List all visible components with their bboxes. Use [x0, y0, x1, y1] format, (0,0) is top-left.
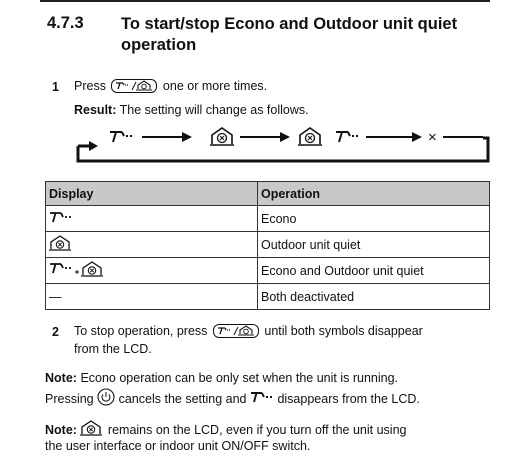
table-row: [46, 258, 490, 284]
note-1-mid: cancels the setting and: [118, 392, 247, 406]
outdoor-unit-quiet-icon-2: [298, 128, 322, 145]
note-1-line-2: [45, 388, 490, 408]
step-1-line: [74, 78, 267, 95]
display-operation-table: [45, 181, 490, 310]
section-number: 4.7.3: [47, 14, 84, 32]
result-line: [74, 102, 309, 119]
econo-icon: [49, 210, 73, 224]
operation-cell: Econo and Outdoor unit quiet: [258, 258, 490, 284]
return-loop-line: [78, 138, 488, 161]
power-button-icon: [97, 388, 115, 406]
result-text: The setting will change as follows.: [119, 103, 309, 117]
note-2-line-2: the user interface or indoor unit ON/OFF switch.: [45, 439, 311, 453]
result-label: Result:: [74, 103, 117, 117]
econo-icon: [110, 132, 132, 142]
section-title: To start/stop Econo and Outdoor unit quiet operation: [121, 15, 458, 54]
operation-cell: Econo: [258, 206, 490, 232]
cancel-symbol: ×: [428, 129, 437, 146]
outdoor-unit-quiet-icon: [49, 235, 73, 251]
arrow-3-head: [412, 132, 422, 142]
econo-icon: [250, 391, 274, 404]
step-1-press-text: Press: [74, 79, 106, 93]
step-2-number: 2: [52, 325, 59, 339]
display-cell-dash: —: [46, 284, 258, 310]
note-2-label: Note:: [45, 423, 77, 437]
note-2-text: remains on the LCD, even if you turn off the unit using: [107, 423, 407, 437]
step-2-text-before: To stop operation, press: [74, 324, 208, 338]
step-1-after-text: one or more times.: [162, 79, 268, 93]
note-1-text: Econo operation can be only set when the unit is running.: [80, 371, 399, 385]
table-row: [46, 206, 490, 232]
step-2-line: [74, 323, 490, 340]
display-cell: [46, 206, 258, 232]
outdoor-unit-quiet-icon: [80, 420, 104, 436]
step-2-text-after: until both symbols disappear: [264, 324, 423, 338]
note-2-line-1: [45, 420, 490, 439]
note-1-line-1: [45, 370, 490, 387]
operation-cell: Outdoor unit quiet: [258, 232, 490, 258]
econo-icon-2: [336, 132, 358, 142]
top-rule: [40, 0, 490, 2]
start-arrow-head: [89, 141, 98, 151]
outdoor-unit-quiet-icon: [210, 128, 234, 145]
display-cell: [46, 258, 258, 284]
table-row: [46, 284, 490, 310]
step-2-line-2: from the LCD.: [74, 342, 152, 356]
arrow-2-head: [280, 132, 290, 142]
note-1-pressing: Pressing: [45, 392, 94, 406]
econo-plus-outdoor-quiet-icon: [49, 261, 109, 277]
header-display: Display: [46, 182, 258, 206]
operation-cell: Both deactivated: [258, 284, 490, 310]
table-row: [46, 232, 490, 258]
display-cell: [46, 232, 258, 258]
step-1-number: 1: [52, 80, 59, 94]
header-operation: Operation: [258, 182, 490, 206]
note-1-label: Note:: [45, 371, 77, 385]
econo-quiet-button-icon: [111, 79, 157, 93]
table-header-row: [46, 182, 490, 206]
arrow-1-head: [182, 132, 192, 142]
sequence-diagram: [60, 121, 495, 167]
note-1-end: disappears from the LCD.: [277, 392, 420, 406]
econo-quiet-button-icon: [213, 324, 259, 338]
